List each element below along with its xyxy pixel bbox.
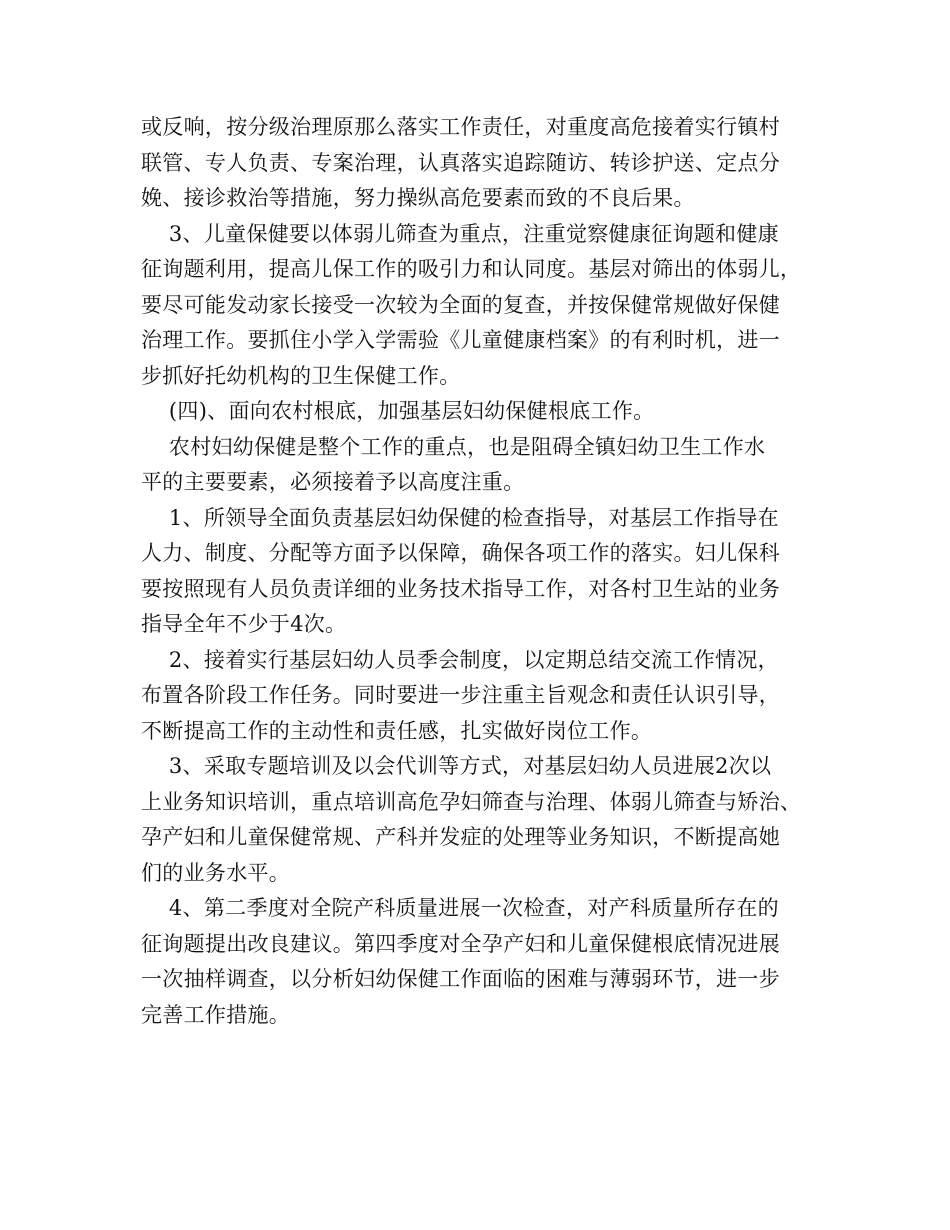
text-line: 2、接着实行基层妇幼人员季会制度，以定期总结交流工作情况， (141, 647, 779, 672)
paragraph-3 (141, 430, 813, 501)
paragraph-4 (141, 501, 813, 643)
text-line: 平的主要要素，必须接着予以高度注重。 (141, 470, 525, 494)
text-line: 不断提高工作的主动性和责任感，扎实做好岗位工作。 (141, 718, 653, 743)
text-line: 娩、接诊救治等措施，努力操纵高危要素而致的不良后果。 (141, 186, 695, 210)
text-line: 治理工作。要抓住小学入学需验《儿童健康档案》的有利时机，进一 (141, 328, 780, 352)
text-line: 一次抽样调查，以分析妇幼保健工作面临的困难与薄弱环节，进一步 (141, 967, 780, 991)
text-line: 4、第二季度对全院产科质量进展一次检查，对产科质量所存在的 (141, 896, 779, 920)
text-line: 要尽可能发动家长接受一次较为全面的复查，并按保健常规做好保健 (141, 292, 780, 317)
text-line: 征询题提出改良建议。第四季度对全孕产妇和儿童保健根底情况进展 (141, 931, 780, 956)
paragraph-2 (141, 217, 813, 395)
text-line: 3、儿童保健要以体弱儿筛查为重点，注重觉察健康征询题和健康 (141, 221, 779, 246)
text-line: 或反响，按分级治理原那么落实工作责任，对重度高危接着实行镇村 (141, 115, 780, 139)
text-line: (四)、面向农村根底，加强基层妇幼保健根底工作。 (141, 399, 655, 423)
text-line: 征询题利用，提高儿保工作的吸引力和认同度。基层对筛出的体弱儿， (141, 257, 802, 281)
paragraph-5 (141, 643, 813, 750)
text-line: 要按照现有人员负责详细的业务技术指导工作，对各村卫生站的业务 (141, 576, 780, 601)
document-body (141, 110, 813, 1033)
text-line: 步抓好托幼机构的卫生保健工作。 (141, 363, 461, 388)
text-line: 人力、制度、分配等方面予以保障，确保各项工作的落实。妇儿保科 (141, 541, 780, 565)
text-line: 们的业务水平。 (141, 860, 291, 885)
text-line: 指导全年不少于4次。 (141, 612, 347, 636)
text-line: 农村妇幼保健是整个工作的重点，也是阻碍全镇妇幼卫生工作水 (141, 434, 766, 459)
text-line: 上业务知识培训，重点培训高危孕妇筛查与治理、体弱儿筛查与矫治、 (141, 789, 802, 814)
paragraph-6 (141, 749, 813, 891)
text-line: 孕产妇和儿童保健常规、产科并发症的处理等业务知识，不断提高她 (141, 825, 780, 849)
paragraph-7 (141, 891, 813, 1033)
section-heading (141, 394, 813, 430)
text-line: 完善工作措施。 (141, 1002, 291, 1027)
text-line: 联管、专人负责、专案治理，认真落实追踪随访、转诊护送、定点分 (141, 150, 780, 175)
text-line: 布置各阶段工作任务。同时要进一步注重主旨观念和责任认识引导， (141, 683, 780, 707)
text-line: 3、采取专题培训及以会代训等方式，对基层妇幼人员进展2次以 (141, 754, 772, 778)
text-line: 1、所领导全面负责基层妇幼保健的检查指导，对基层工作指导在 (141, 505, 779, 530)
paragraph-1 (141, 110, 813, 217)
